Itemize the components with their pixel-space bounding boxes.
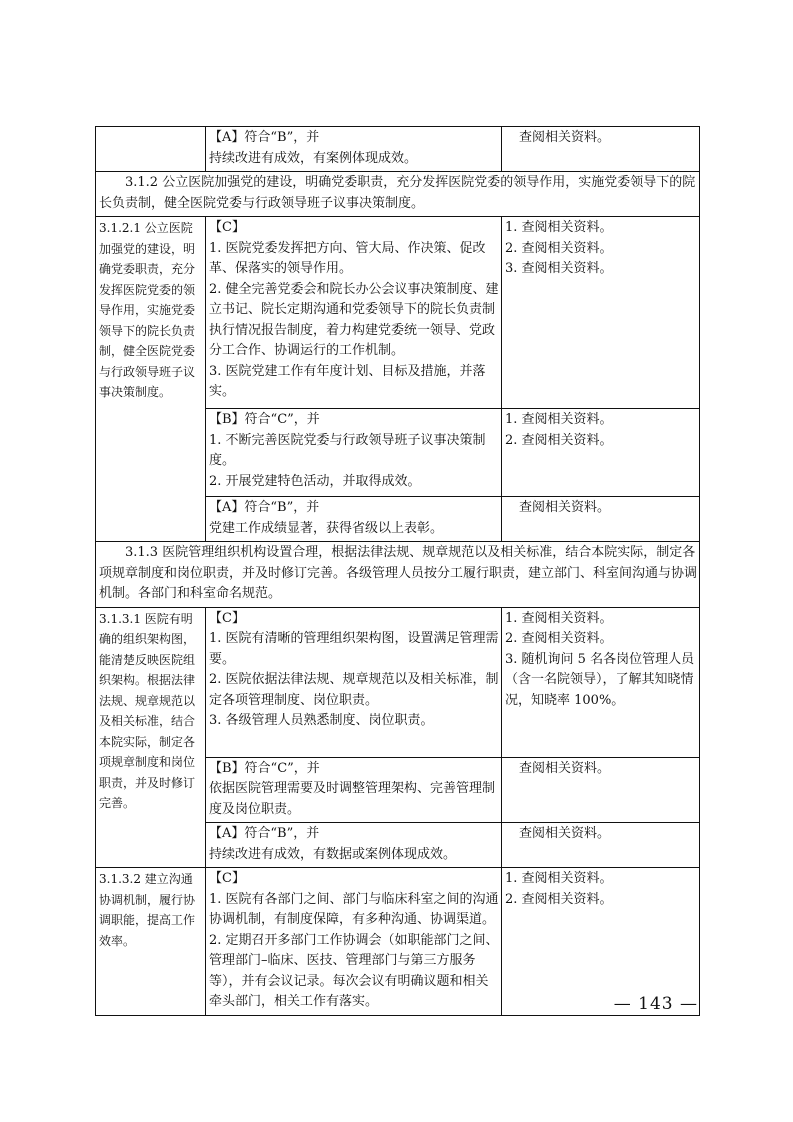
method-item: 1. 查阅相关资料。 bbox=[505, 610, 613, 626]
grade-lines bbox=[209, 890, 499, 1013]
grade-lines bbox=[209, 431, 499, 493]
method-item: 查阅相关资料。 bbox=[519, 500, 611, 515]
inspection-methods bbox=[502, 607, 700, 757]
criteria-item: 持续改进有成效，有数据或案例体现成效。 bbox=[209, 846, 457, 862]
grade-criteria bbox=[206, 757, 502, 823]
method-item: 3. 查阅相关资料。 bbox=[505, 261, 613, 276]
criteria-item: 3. 医院党建工作有年度计划、目标及措施，并落实。 bbox=[209, 363, 486, 399]
section-heading: 3.1.2 公立医院加强党的建设，明确党委职责，充分发挥医院党委的领导作用，实施党委领导下的院长负责制，健全医院党委与行政领导班子议事决策制度。 bbox=[96, 172, 700, 217]
grade-lines bbox=[209, 845, 499, 866]
method-item: 3. 随机询问 5 名各岗位管理人员（含一名院领导），了解其知晓情况，知晓率 100%。 bbox=[505, 651, 695, 708]
section-heading: 3.1.3 医院管理组织机构设置合理，根据法律法规、规章规范以及相关标准，结合本院实际，制定各项规章制度和岗位职责，并及时修订完善。各级管理人员按分工履行职责，建立部门、科室间沟通与协调机制。各部门和科室命名规范。 bbox=[96, 542, 700, 608]
evaluation-standards-table bbox=[95, 126, 700, 1016]
grade-label: 【A】符合“B”，并 bbox=[209, 500, 320, 515]
standard-clause: 3.1.3.2 建立沟通协调机制，履行协调职能，提高工作效率。 bbox=[96, 868, 206, 1016]
grade-label: 【A】符合“B”，并 bbox=[209, 826, 320, 841]
method-item: 2. 查阅相关资料。 bbox=[505, 631, 613, 646]
grade-criteria bbox=[206, 127, 502, 172]
grade-row bbox=[96, 217, 700, 409]
criteria-item: 1. 医院有清晰的管理组织架构图，设置满足管理需要。 bbox=[209, 631, 499, 667]
standard-clause: 3.1.2.1 公立医院加强党的建设，明确党委职责，充分发挥医院党委的领导作用，实施党委领导下的院长负责制，健全医院党委与行政领导班子议事决策制度。 bbox=[96, 217, 206, 542]
inspection-methods bbox=[502, 497, 700, 542]
grade-label: 【B】符合“C”，并 bbox=[209, 412, 320, 427]
criteria-item: 2. 定期召开多部门工作协调会（如职能部门之间、管理部门–临床、医技、管理部门与第三方服务等），并有会议记录。每次会议有明确议题和相关牵头部门，相关工作有落实。 bbox=[209, 932, 499, 1009]
inspection-methods bbox=[502, 217, 700, 409]
grade-row bbox=[96, 868, 700, 1016]
grade-lines bbox=[209, 779, 499, 820]
method-item: 1. 查阅相关资料。 bbox=[505, 412, 613, 427]
grade-criteria bbox=[206, 497, 502, 542]
section-row bbox=[96, 542, 700, 608]
inspection-methods bbox=[502, 757, 700, 823]
table-body bbox=[96, 127, 700, 1016]
method-item: 2. 查阅相关资料。 bbox=[505, 432, 613, 448]
grade-row bbox=[96, 127, 700, 172]
grade-label: 【C】 bbox=[209, 871, 245, 886]
criteria-item: 1. 不断完善医院党委与行政领导班子议事决策制度。 bbox=[209, 432, 486, 468]
grade-label: 【A】符合“B”，并 bbox=[209, 130, 320, 145]
method-item: 1. 查阅相关资料。 bbox=[505, 220, 613, 235]
grade-lines bbox=[209, 629, 499, 732]
criteria-item: 2. 健全完善党委会和院长办公会议事决策制度、建立书记、院长定期沟通和党委领导下的院长负责制执行情况报告制度，着力构建党委统一领导、党政分工合作、协调运行的工作机制。 bbox=[209, 281, 499, 358]
method-item: 2. 查阅相关资料。 bbox=[505, 240, 613, 256]
criteria-item: 依据医院管理需要及时调整管理架构、完善管理制度及岗位职责。 bbox=[209, 781, 496, 817]
criteria-item: 1. 医院党委发挥把方向、管大局、作决策、促改革、保落实的领导作用。 bbox=[209, 240, 486, 276]
grade-criteria bbox=[206, 823, 502, 868]
grade-label: 【C】 bbox=[209, 610, 245, 626]
inspection-methods bbox=[502, 127, 700, 172]
section-row bbox=[96, 172, 700, 217]
grade-criteria bbox=[206, 868, 502, 1016]
grade-label: 【B】符合“C”，并 bbox=[209, 760, 320, 776]
page-number: — 143 — bbox=[613, 994, 698, 1014]
criteria-item: 3. 各级管理人员熟悉制度、岗位职责。 bbox=[209, 713, 434, 728]
inspection-methods bbox=[502, 868, 700, 1016]
method-item: 查阅相关资料。 bbox=[519, 826, 611, 841]
criteria-item: 持续改进有成效，有案例体现成效。 bbox=[209, 150, 418, 166]
grade-row bbox=[96, 607, 700, 757]
grade-label: 【C】 bbox=[209, 220, 245, 235]
standard-clause: 3.1.3.1 医院有明确的组织架构图，能清楚反映医院组织架构。根据法律法规、规章规范以及相关标准，结合本院实际，制定各项规章制度和岗位职责，并及时修订完善。 bbox=[96, 607, 206, 868]
grade-lines bbox=[209, 519, 499, 540]
criteria-item: 党建工作成绩显著，获得省级以上表彰。 bbox=[209, 520, 444, 536]
method-item: 1. 查阅相关资料。 bbox=[505, 871, 613, 886]
grade-criteria bbox=[206, 217, 502, 409]
criteria-item: 1. 医院有各部门之间、部门与临床科室之间的沟通协调机制，有制度保障，有多种沟通、协调渠道。 bbox=[209, 891, 499, 927]
grade-criteria bbox=[206, 409, 502, 497]
inspection-methods bbox=[502, 823, 700, 868]
grade-lines bbox=[209, 149, 499, 170]
grade-lines bbox=[209, 239, 499, 403]
method-item: 查阅相关资料。 bbox=[519, 130, 611, 145]
method-item: 2. 查阅相关资料。 bbox=[505, 891, 613, 907]
method-item: 查阅相关资料。 bbox=[519, 760, 611, 776]
standard-clause-continued bbox=[96, 127, 206, 172]
criteria-item: 2. 医院依据法律法规、规章规范以及相关标准，制定各项管理制度、岗位职责。 bbox=[209, 672, 499, 708]
grade-criteria bbox=[206, 607, 502, 757]
criteria-item: 2. 开展党建特色活动，并取得成效。 bbox=[209, 473, 421, 489]
inspection-methods bbox=[502, 409, 700, 497]
